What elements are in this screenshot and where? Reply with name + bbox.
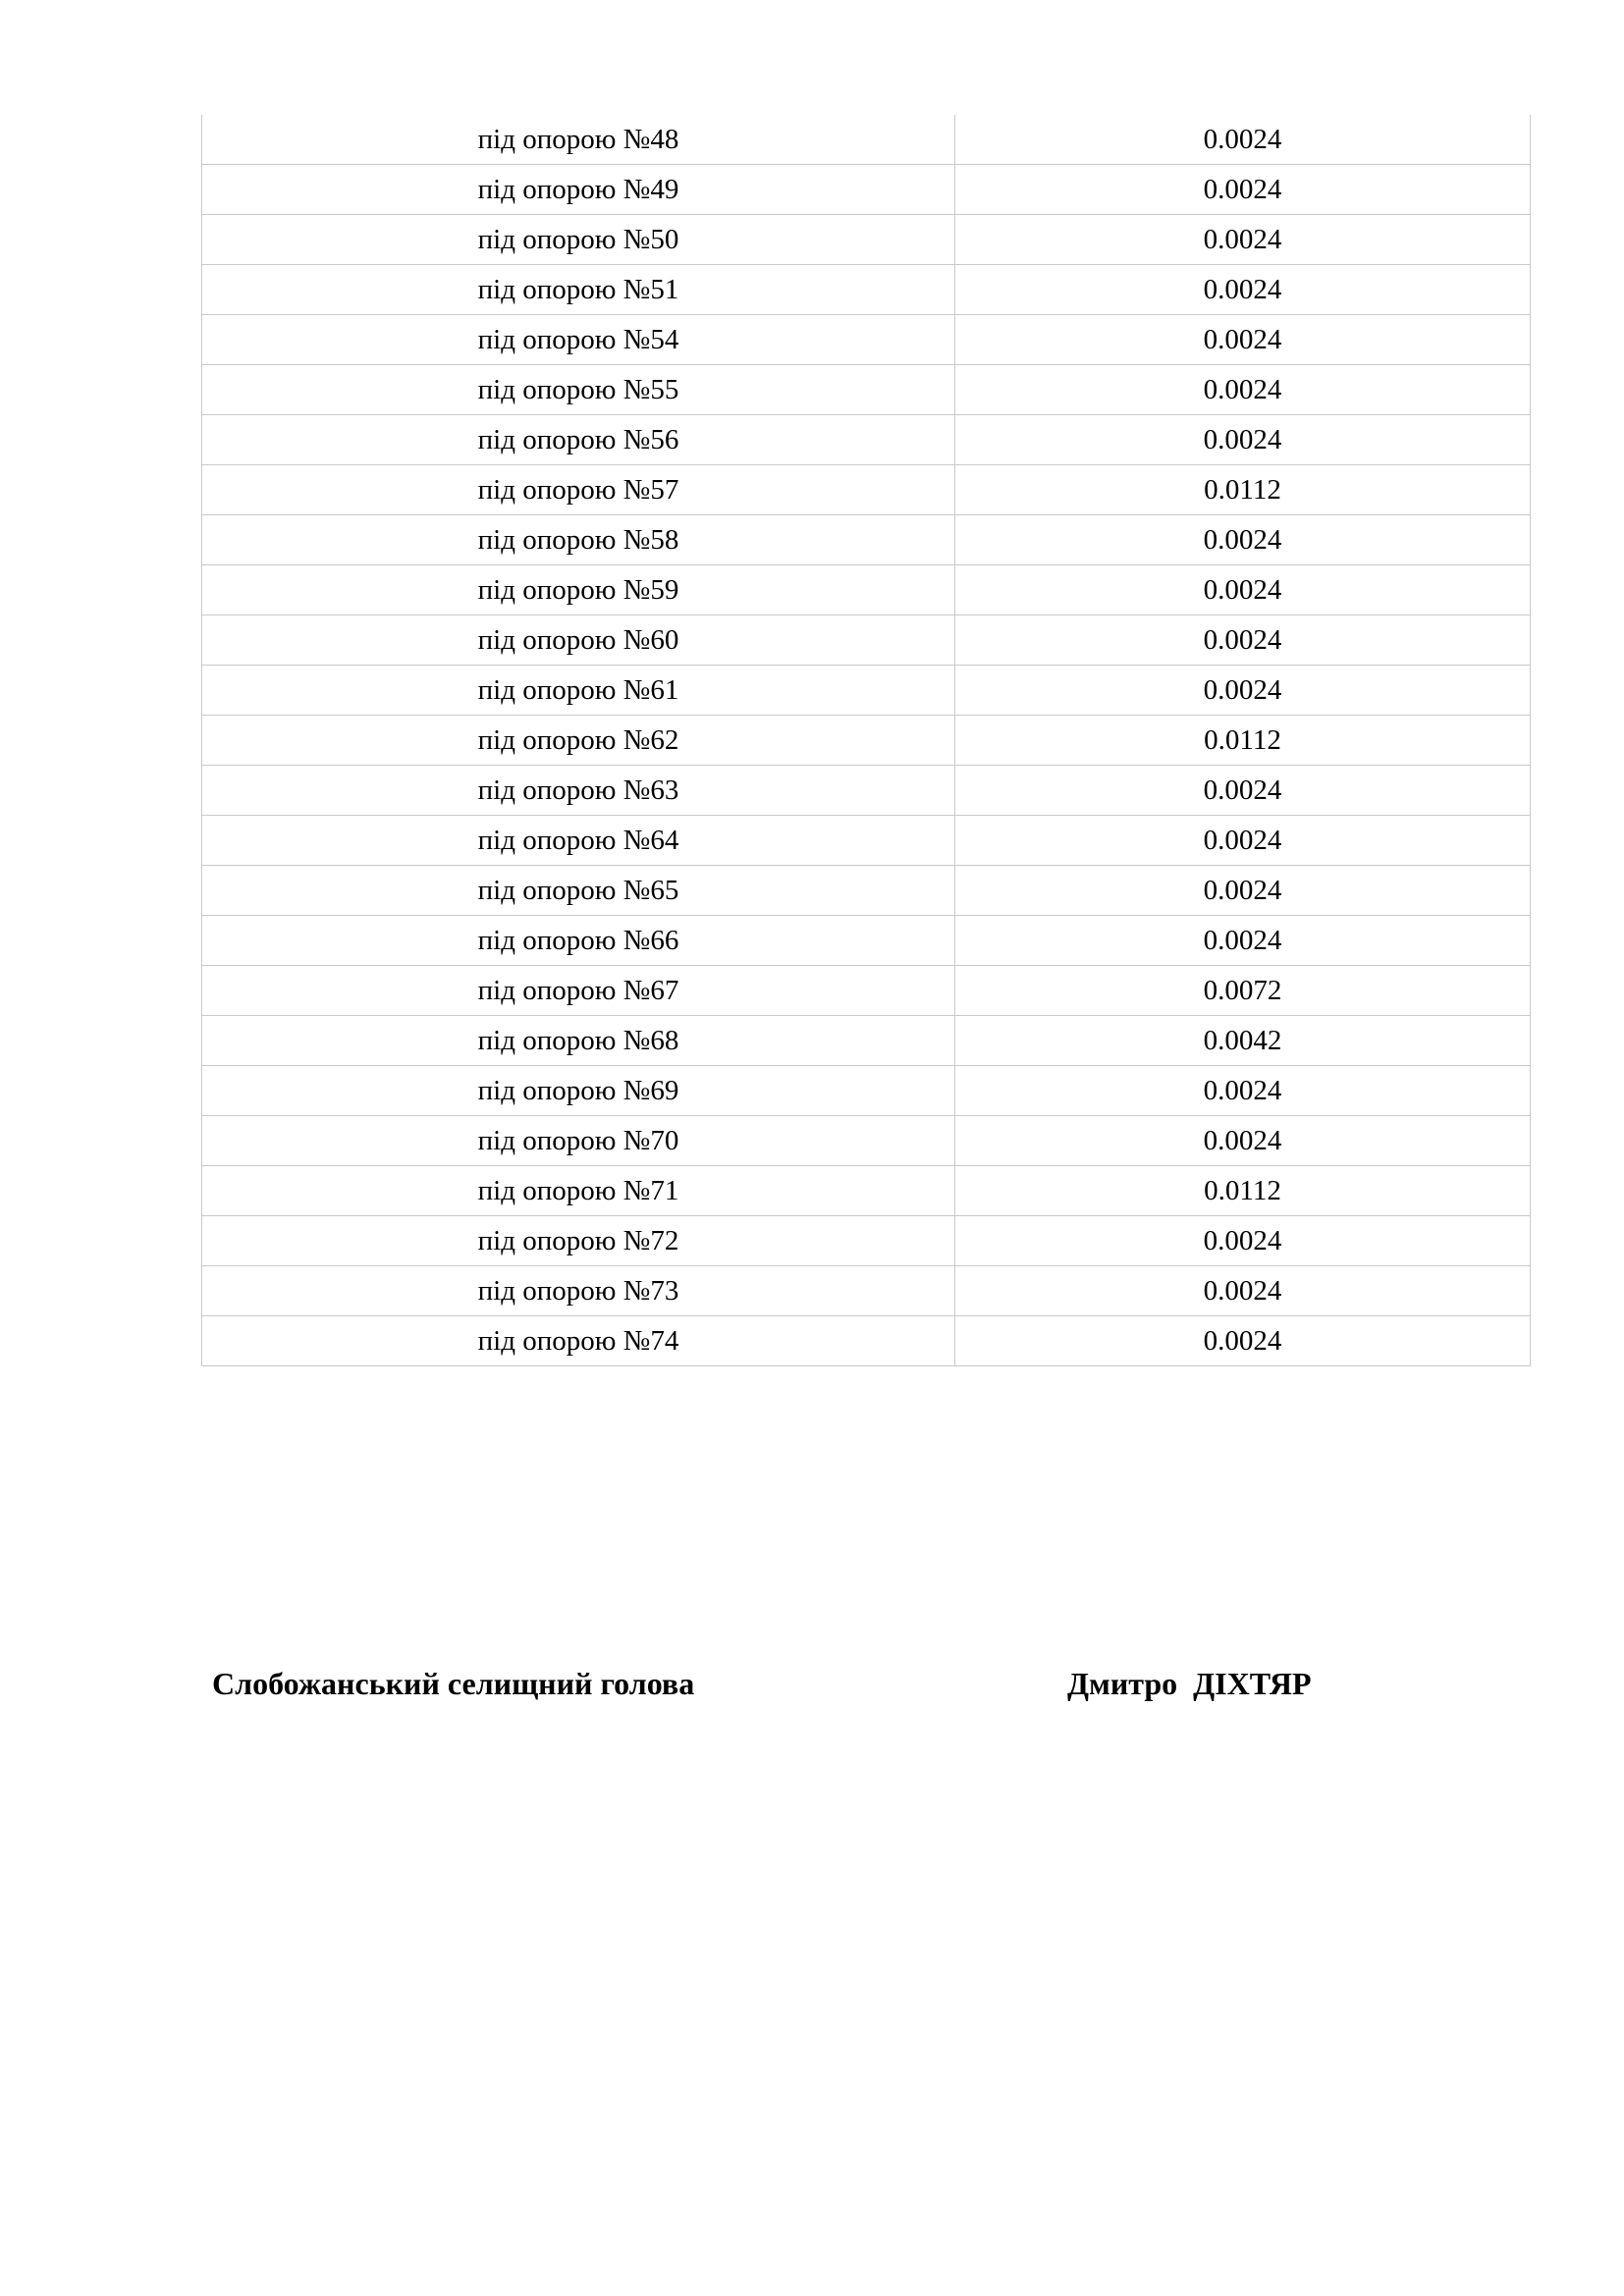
- table-row: [202, 766, 1531, 816]
- area-cell: 0.0024: [955, 666, 1531, 716]
- area-cell: 0.0024: [955, 866, 1531, 916]
- table-row: [202, 215, 1531, 265]
- location-cell: під опорою №56: [202, 415, 955, 465]
- table-row: [202, 1166, 1531, 1216]
- signature-block: [212, 1659, 1390, 1708]
- table-row: [202, 615, 1531, 666]
- location-cell: під опорою №72: [202, 1216, 955, 1266]
- official-name: Дмитро ДІХТЯР: [1067, 1666, 1312, 1701]
- area-cell: 0.0024: [955, 1116, 1531, 1166]
- land-plots-table: [201, 115, 1531, 1366]
- location-cell: під опорою №70: [202, 1116, 955, 1166]
- area-cell: 0.0024: [955, 565, 1531, 615]
- table-row: [202, 716, 1531, 766]
- location-cell: під опорою №48: [202, 115, 955, 165]
- area-cell: 0.0112: [955, 465, 1531, 515]
- location-cell: під опорою №49: [202, 165, 955, 215]
- table-row: [202, 916, 1531, 966]
- area-cell: 0.0024: [955, 515, 1531, 565]
- area-cell: 0.0024: [955, 415, 1531, 465]
- location-cell: під опорою №50: [202, 215, 955, 265]
- area-cell: 0.0112: [955, 1166, 1531, 1216]
- area-cell: 0.0024: [955, 816, 1531, 866]
- table-row: [202, 666, 1531, 716]
- area-cell: 0.0024: [955, 265, 1531, 315]
- table-row: [202, 515, 1531, 565]
- location-cell: під опорою №60: [202, 615, 955, 666]
- area-cell: 0.0024: [955, 1216, 1531, 1266]
- location-cell: під опорою №57: [202, 465, 955, 515]
- table-row: [202, 1266, 1531, 1316]
- area-cell: 0.0024: [955, 1316, 1531, 1366]
- location-cell: під опорою №68: [202, 1016, 955, 1066]
- location-cell: під опорою №62: [202, 716, 955, 766]
- location-cell: під опорою №69: [202, 1066, 955, 1116]
- area-cell: 0.0024: [955, 916, 1531, 966]
- area-cell: 0.0024: [955, 315, 1531, 365]
- area-cell: 0.0024: [955, 165, 1531, 215]
- table-row: [202, 265, 1531, 315]
- table-row: [202, 866, 1531, 916]
- location-cell: під опорою №61: [202, 666, 955, 716]
- area-cell: 0.0024: [955, 115, 1531, 165]
- table-row: [202, 115, 1531, 165]
- location-cell: під опорою №71: [202, 1166, 955, 1216]
- location-cell: під опорою №63: [202, 766, 955, 816]
- location-cell: під опорою №74: [202, 1316, 955, 1366]
- table-row: [202, 1066, 1531, 1116]
- area-cell: 0.0024: [955, 1266, 1531, 1316]
- location-cell: під опорою №73: [202, 1266, 955, 1316]
- location-cell: під опорою №66: [202, 916, 955, 966]
- table-row: [202, 165, 1531, 215]
- location-cell: під опорою №54: [202, 315, 955, 365]
- area-cell: 0.0024: [955, 1066, 1531, 1116]
- table-row: [202, 816, 1531, 866]
- location-cell: під опорою №55: [202, 365, 955, 415]
- location-cell: під опорою №58: [202, 515, 955, 565]
- table-row: [202, 315, 1531, 365]
- table-row: [202, 1116, 1531, 1166]
- table-row: [202, 415, 1531, 465]
- area-cell: 0.0024: [955, 766, 1531, 816]
- table-row: [202, 565, 1531, 615]
- area-cell: 0.0024: [955, 215, 1531, 265]
- location-cell: під опорою №64: [202, 816, 955, 866]
- area-cell: 0.0112: [955, 716, 1531, 766]
- official-position: Слобожанський селищний голова: [212, 1666, 695, 1701]
- table-row: [202, 1316, 1531, 1366]
- table-body: [202, 115, 1531, 1366]
- location-cell: під опорою №59: [202, 565, 955, 615]
- location-cell: під опорою №65: [202, 866, 955, 916]
- table-row: [202, 966, 1531, 1016]
- table-row: [202, 365, 1531, 415]
- table-row: [202, 1216, 1531, 1266]
- location-cell: під опорою №67: [202, 966, 955, 1016]
- area-cell: 0.0072: [955, 966, 1531, 1016]
- area-cell: 0.0024: [955, 365, 1531, 415]
- area-cell: 0.0024: [955, 615, 1531, 666]
- area-cell: 0.0042: [955, 1016, 1531, 1066]
- location-cell: під опорою №51: [202, 265, 955, 315]
- table-row: [202, 1016, 1531, 1066]
- table-row: [202, 465, 1531, 515]
